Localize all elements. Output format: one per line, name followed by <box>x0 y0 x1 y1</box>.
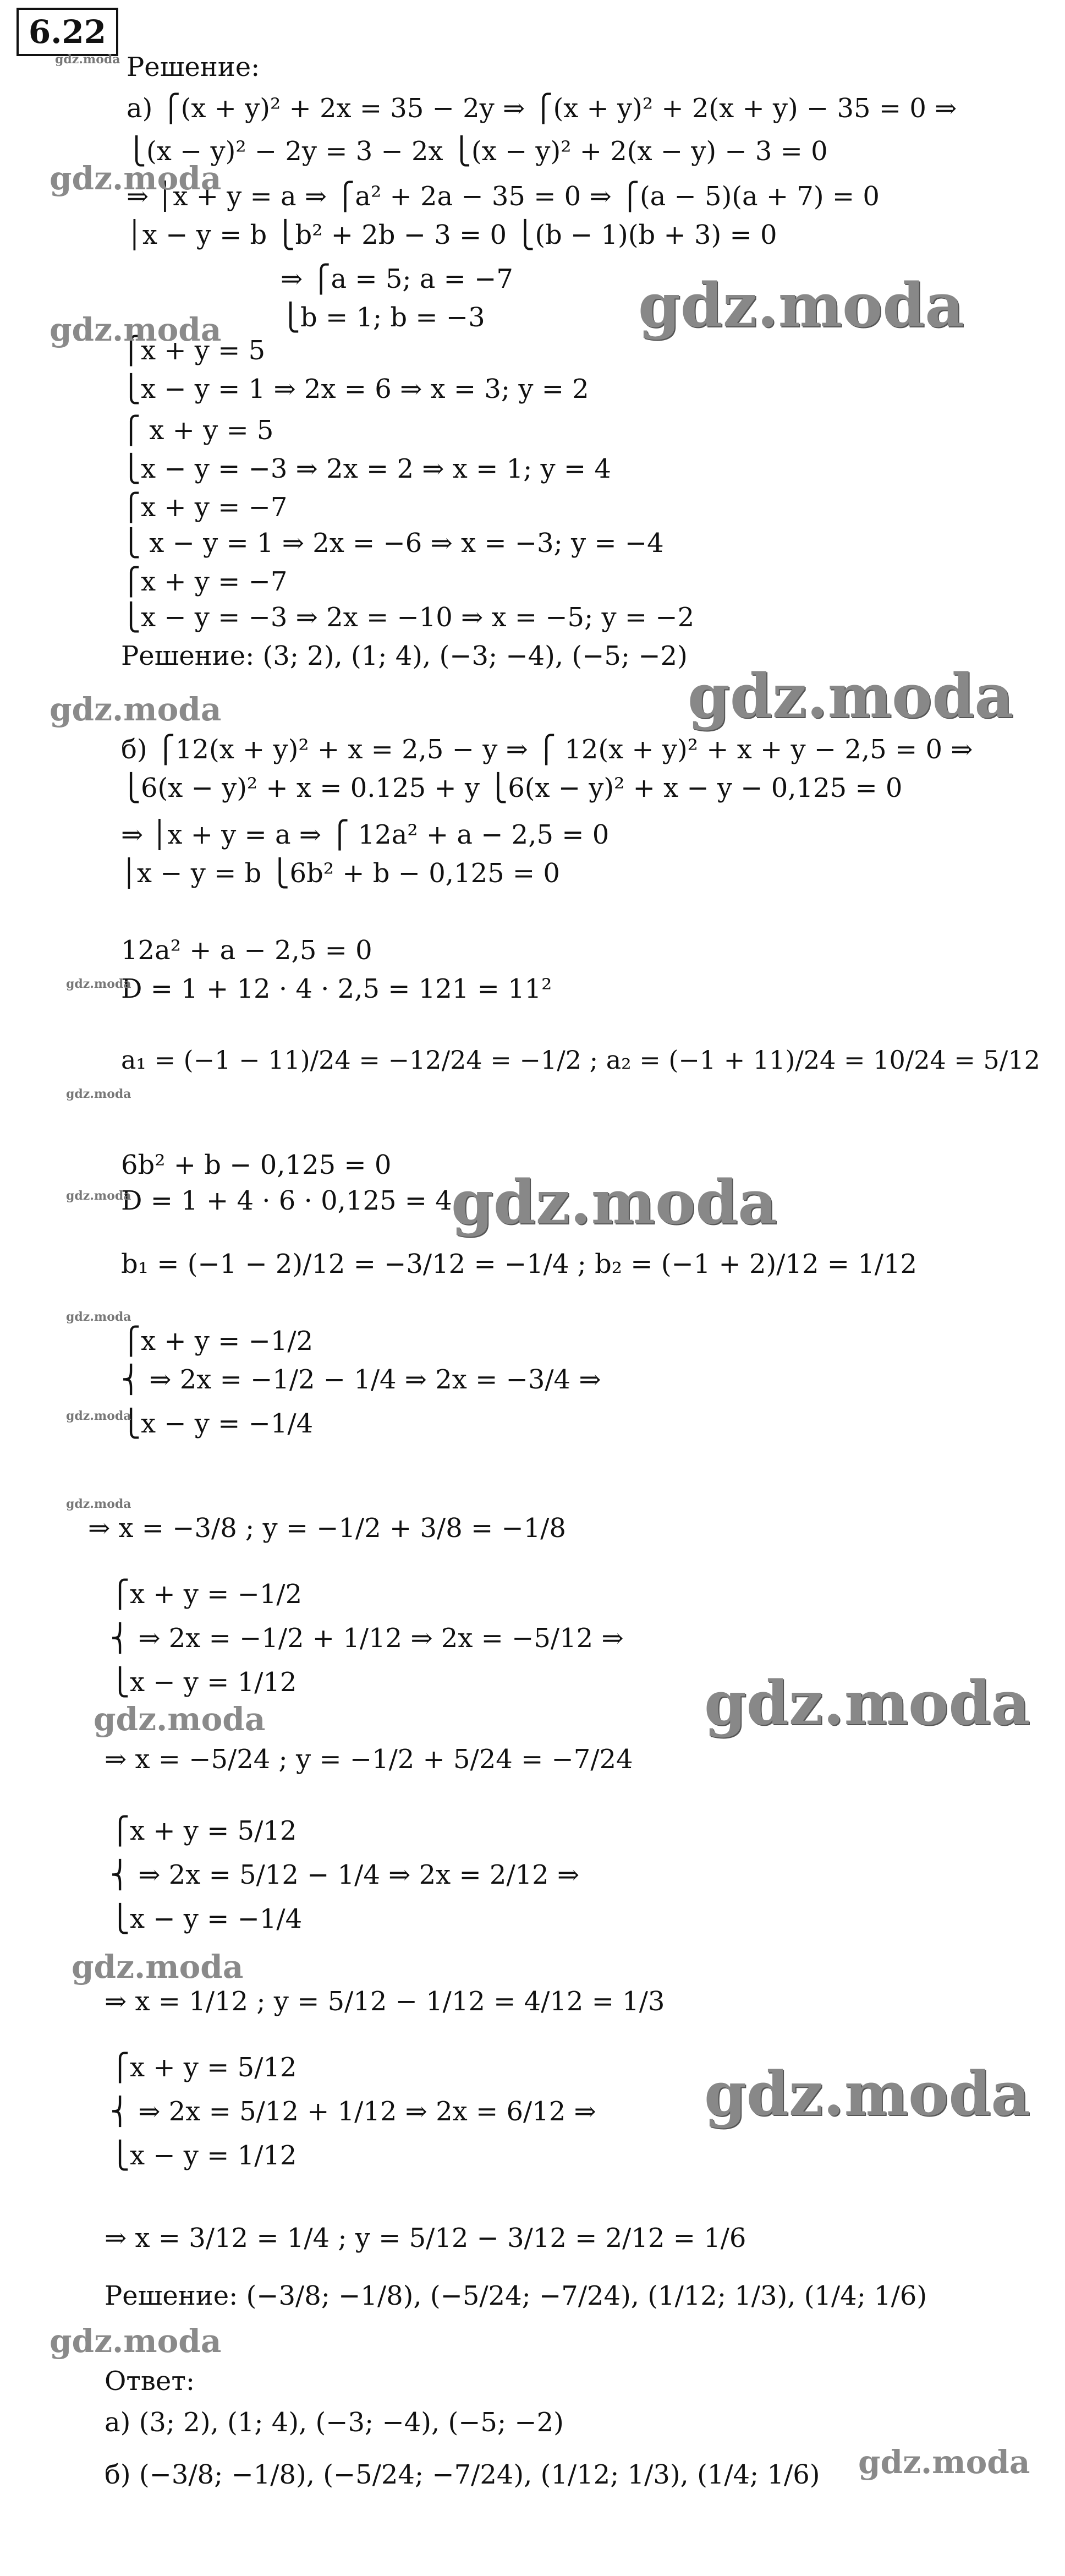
math-line-s4b: ⎩x − y = −3 ⇒ 2x = −10 ⇒ x = −5; y = −2 <box>121 602 695 633</box>
watermark: gdz.moda <box>50 160 222 197</box>
watermark-small: gdz.moda <box>66 1087 131 1101</box>
math-line-qa2: D = 1 + 12 · 4 · 2,5 = 121 = 11² <box>121 973 552 1004</box>
math-line-qb1: 6b² + b − 0,125 = 0 <box>121 1150 392 1180</box>
watermark-small: gdz.moda <box>55 52 120 67</box>
math-line-a1b: ⎩(x − y)² − 2y = 3 − 2x ⎩(x − y)² + 2(x − y) − 3 = 0 <box>127 136 828 167</box>
watermark-large: gdz.moda <box>688 660 1014 731</box>
watermark-large: gdz.moda <box>451 1167 777 1238</box>
solution-label: Решение: <box>127 52 260 83</box>
math-line-resB: Решение: (−3/8; −1/8), (−5/24; −7/24), (1/12; 1/3), (1/4; 1/6) <box>105 2280 927 2311</box>
math-line-t1c: ⎩x − y = −1/4 <box>121 1408 314 1439</box>
watermark: gdz.moda <box>50 691 222 728</box>
math-line-resA: Решение: (3; 2), (1; 4), (−3; −4), (−5; −2) <box>121 641 688 671</box>
watermark-small: gdz.moda <box>66 1409 131 1423</box>
math-line-s1b: ⎩x − y = 1 ⇒ 2x = 6 ⇒ x = 3; y = 2 <box>121 374 589 404</box>
watermark: gdz.moda <box>858 2443 1030 2481</box>
math-line-t2c: ⎩x − y = 1/12 <box>110 1667 297 1698</box>
math-line-ans: Ответ: <box>105 2366 195 2397</box>
math-line-s4a: ⎧x + y = −7 <box>121 566 288 597</box>
watermark: gdz.moda <box>72 1948 244 1986</box>
math-line-a3b: ⎩b = 1; b = −3 <box>281 302 485 333</box>
math-line-qb3: b₁ = (−1 − 2)/12 = −3/12 = −1/4 ; b₂ = (−1 + 2)/12 = 1/12 <box>121 1249 918 1279</box>
math-line-b1b: ⎩6(x − y)² + x = 0.125 + y ⎩6(x − y)² + x − y − 0,125 = 0 <box>121 773 903 803</box>
math-line-t3a: ⎧x + y = 5/12 <box>110 1815 297 1846</box>
math-line-s2a: ⎧ x + y = 5 <box>121 415 274 446</box>
watermark: gdz.moda <box>94 1700 266 1738</box>
watermark-small: gdz.moda <box>66 1310 131 1324</box>
math-line-qa3: a₁ = (−1 − 11)/24 = −12/24 = −1/2 ; a₂ = (−1 + 11)/24 = 10/24 = 5/12 <box>121 1045 1040 1075</box>
math-line-b2a: ⇒ │x + y = a ⇒ ⎧ 12a² + a − 2,5 = 0 <box>121 819 610 850</box>
watermark-small: gdz.moda <box>66 1189 131 1203</box>
math-line-a2b: │x − y = b ⎩b² + 2b − 3 = 0 ⎩(b − 1)(b + 3) = 0 <box>127 220 777 250</box>
watermark: gdz.moda <box>50 311 222 348</box>
math-line-qa1: 12a² + a − 2,5 = 0 <box>121 935 372 966</box>
math-line-t4a: ⎧x + y = 5/12 <box>110 2052 297 2083</box>
math-line-t1r: ⇒ x = −3/8 ; y = −1/2 + 3/8 = −1/8 <box>88 1513 566 1544</box>
watermark-large: gdz.moda <box>704 2058 1030 2129</box>
watermark-small: gdz.moda <box>66 1497 131 1511</box>
math-line-qb2: D = 1 + 4 · 6 · 0,125 = 4 <box>121 1185 452 1216</box>
math-line-b2b: │x − y = b ⎩6b² + b − 0,125 = 0 <box>121 858 560 889</box>
watermark: gdz.moda <box>50 2322 222 2360</box>
math-line-t3r: ⇒ x = 1/12 ; y = 5/12 − 1/12 = 4/12 = 1/3 <box>105 1986 665 2017</box>
math-line-t1b: ⎨ ⇒ 2x = −1/2 − 1/4 ⇒ 2x = −3/4 ⇒ <box>121 1364 601 1395</box>
problem-number: 6.22 <box>17 8 118 56</box>
watermark-small: gdz.moda <box>66 977 131 991</box>
math-line-t3c: ⎩x − y = −1/4 <box>110 1904 303 1934</box>
math-line-ansB: б) (−3/8; −1/8), (−5/24; −7/24), (1/12; 1/3), (1/4; 1/6) <box>105 2459 820 2490</box>
watermark-large: gdz.moda <box>638 270 964 341</box>
math-line-t2b: ⎨ ⇒ 2x = −1/2 + 1/12 ⇒ 2x = −5/12 ⇒ <box>110 1623 624 1654</box>
math-line-t4r: ⇒ x = 3/12 = 1/4 ; y = 5/12 − 3/12 = 2/12 = 1/6 <box>105 2223 746 2254</box>
math-line-t4b: ⎨ ⇒ 2x = 5/12 + 1/12 ⇒ 2x = 6/12 ⇒ <box>110 2096 596 2127</box>
math-line-s3a: ⎧x + y = −7 <box>121 492 288 523</box>
math-line-a1a: а) ⎧(x + y)² + 2x = 35 − 2y ⇒ ⎧(x + y)² + 2(x + y) − 35 = 0 ⇒ <box>127 93 957 124</box>
math-line-t1a: ⎧x + y = −1/2 <box>121 1326 314 1357</box>
math-line-ansA: а) (3; 2), (1; 4), (−3; −4), (−5; −2) <box>105 2407 564 2438</box>
math-line-t2a: ⎧x + y = −1/2 <box>110 1579 303 1610</box>
math-line-b1a: б) ⎧12(x + y)² + x = 2,5 − y ⇒ ⎧ 12(x + y)² + x + y − 2,5 = 0 ⇒ <box>121 734 973 765</box>
math-line-s3b: ⎩ x − y = 1 ⇒ 2x = −6 ⇒ x = −3; y = −4 <box>121 528 664 559</box>
math-line-a3a: ⇒ ⎧a = 5; a = −7 <box>281 264 513 294</box>
math-line-t4c: ⎩x − y = 1/12 <box>110 2140 297 2171</box>
math-line-t3b: ⎨ ⇒ 2x = 5/12 − 1/4 ⇒ 2x = 2/12 ⇒ <box>110 1859 580 1890</box>
math-line-s2b: ⎩x − y = −3 ⇒ 2x = 2 ⇒ x = 1; y = 4 <box>121 453 611 484</box>
math-line-t2r: ⇒ x = −5/24 ; y = −1/2 + 5/24 = −7/24 <box>105 1744 633 1775</box>
watermark-large: gdz.moda <box>704 1667 1030 1738</box>
math-line-s1a: ⎧x + y = 5 <box>121 335 266 366</box>
math-line-a2a: ⇒ │x + y = a ⇒ ⎧a² + 2a − 35 = 0 ⇒ ⎧(a − 5)(a + 7) = 0 <box>127 181 880 212</box>
